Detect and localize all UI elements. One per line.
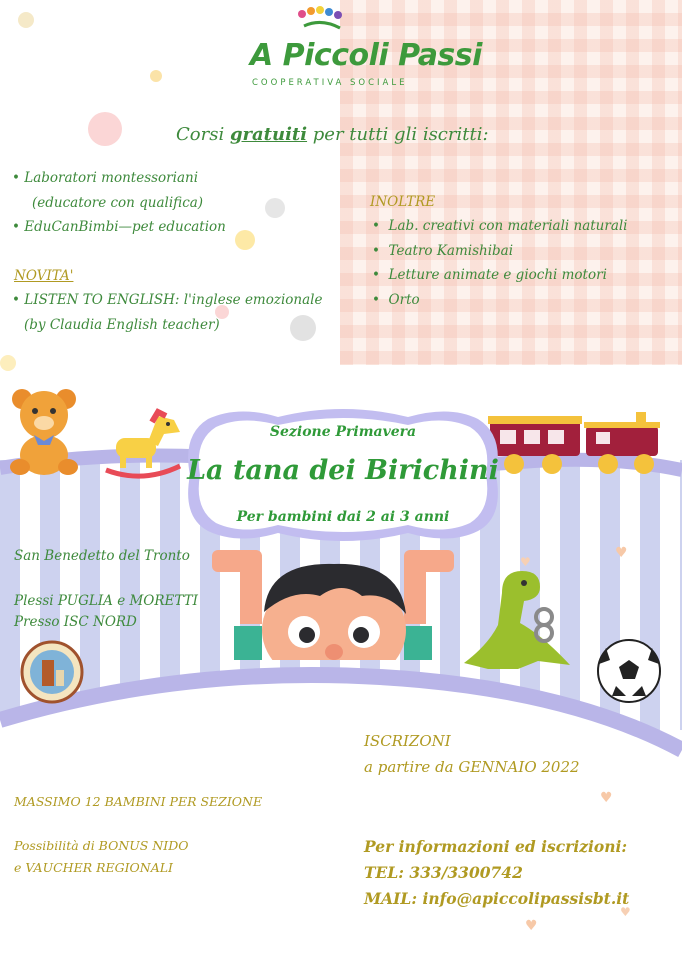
section-name: Sezione Primavera <box>269 424 417 440</box>
headline-post: per tutti gli iscritti: <box>307 124 489 145</box>
bonus-line2: e VAUCHER REGIONALI <box>14 860 173 875</box>
toy-dinosaur-icon <box>458 565 578 675</box>
confetti-dot <box>265 198 285 218</box>
age-range: Per bambini dai 2 ai 3 anni <box>236 509 450 525</box>
headline <box>176 124 489 145</box>
logo-subtitle: COOPERATIVA SOCIALE <box>252 78 408 88</box>
iscrizioni-date: a partire da GENNAIO 2022 <box>364 758 580 776</box>
left-courses <box>12 166 226 240</box>
headline-emph: gratuiti <box>229 124 308 145</box>
list-item: • EduCanBimbi—pet education <box>12 219 226 235</box>
inoltre-heading: INOLTRE <box>370 194 436 210</box>
contact-phone[interactable]: TEL: 333/3300742 <box>364 863 523 882</box>
list-item: • Laboratori montessoriani <box>12 170 199 186</box>
headline-pre: Corsi <box>176 124 230 145</box>
main-title: La tana dei Birichini <box>187 455 499 486</box>
heart-icon: ♥ <box>615 545 628 561</box>
list-item: • Orto <box>372 291 420 308</box>
plessi: Plessi PUGLIA e MORETTI <box>14 593 198 609</box>
rocking-horse-icon <box>100 408 186 480</box>
novita-heading: NOVITA' <box>14 268 74 284</box>
novita-item: • LISTEN TO ENGLISH: l'inglese emozionale (by Claudia English teacher) <box>12 292 323 333</box>
max-children: MASSIMO 12 BAMBINI PER SEZIONE <box>14 794 263 809</box>
boy-illustration <box>212 540 457 660</box>
heart-icon: ♥ <box>525 918 538 934</box>
iscrizioni-heading: ISCRIZONI <box>364 732 451 750</box>
teddy-bear-icon <box>8 385 80 477</box>
heart-icon: ♥ <box>520 555 531 569</box>
list-item: • Lab. creativi con materiali naturali <box>372 218 628 234</box>
logo-footprint-icon <box>296 6 346 34</box>
soccer-ball-icon <box>596 638 662 704</box>
heart-icon: ♥ <box>620 905 631 919</box>
toy-train-icon <box>484 410 674 480</box>
confetti-dot <box>235 230 255 250</box>
confetti-dot <box>0 355 16 371</box>
city: San Benedetto del Tronto <box>14 548 190 564</box>
list-item: • Teatro Kamishibai <box>372 242 514 259</box>
inoltre-list <box>372 214 628 312</box>
town-seal-icon <box>20 640 84 704</box>
confetti-dot <box>150 70 162 82</box>
contact-email[interactable]: MAIL: info@apiccolipassisbt.it <box>364 889 630 908</box>
contacts-heading: Per informazioni ed iscrizioni: <box>364 837 628 856</box>
confetti-dot <box>18 12 34 28</box>
list-item: (educatore con qualifica) <box>32 194 204 211</box>
heart-icon: ♥ <box>600 790 613 806</box>
logo-title: A Piccoli Passi <box>250 38 482 73</box>
confetti-dot <box>88 112 122 146</box>
list-item: • Letture animate e giochi motori <box>372 267 607 283</box>
presso: Presso ISC NORD <box>14 614 137 630</box>
bonus-line1: Possibilità di BONUS NIDO <box>14 838 189 853</box>
